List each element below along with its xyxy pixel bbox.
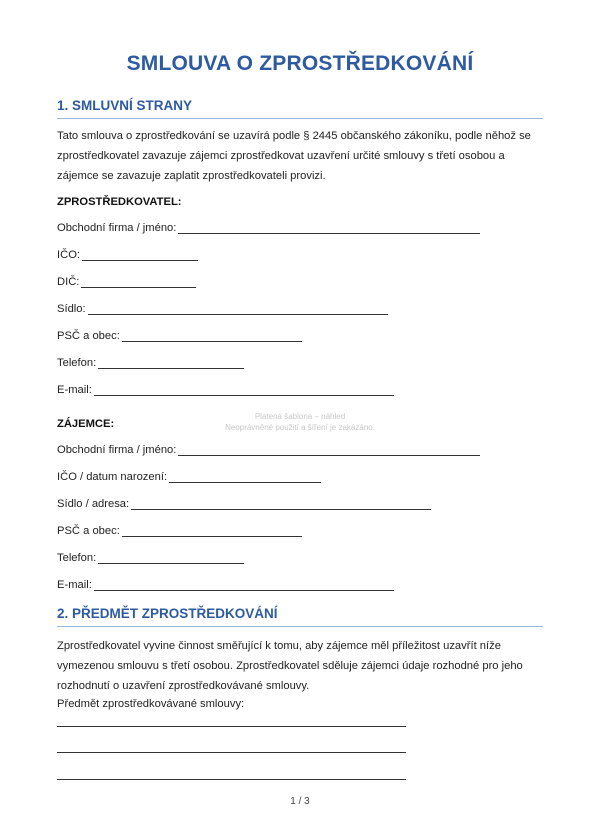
- field-label: E-mail:: [57, 384, 92, 396]
- zprostredkovatel-email-field[interactable]: [57, 384, 394, 396]
- watermark-line: Platená šablona – náhled: [254, 412, 346, 421]
- section-2-divider: [57, 626, 543, 627]
- page-number: 1 / 3: [290, 796, 310, 807]
- field-label: Sídlo:: [57, 303, 86, 315]
- paragraph-line: zprostředkovatel zavazuje zájemci zprostředkovat uzavření určité smlouvy s třetí osobou a: [57, 150, 505, 162]
- field-label: IČO:: [57, 249, 80, 261]
- fill-in-line[interactable]: [94, 579, 394, 591]
- paragraph-line: vymezenou smlouvu s třetí osobou. Zprostředkovatel sděluje zájemci údaje rozhodné pro jeho: [57, 660, 523, 672]
- fill-in-line[interactable]: [178, 222, 480, 234]
- section-2-heading: 2. PŘEDMĚT ZPROSTŘEDKOVÁNÍ: [57, 606, 278, 621]
- field-label: Sídlo / adresa:: [57, 498, 130, 510]
- fill-in-line[interactable]: [169, 471, 321, 483]
- fill-in-line[interactable]: [122, 330, 302, 342]
- predmet-fill-line-3[interactable]: [57, 779, 406, 780]
- fill-in-line[interactable]: [82, 249, 198, 261]
- fill-in-line[interactable]: [81, 276, 196, 288]
- field-label: Telefon:: [57, 552, 97, 564]
- zajemce-email-field[interactable]: [57, 579, 394, 591]
- field-label: Obchodní firma / jméno:: [57, 222, 177, 234]
- zajemce-psc-field[interactable]: [57, 525, 302, 537]
- field-label: PSČ a obec:: [57, 525, 120, 537]
- fill-in-line[interactable]: [94, 384, 394, 396]
- field-label: DIČ:: [57, 276, 80, 288]
- field-label: E-mail:: [57, 579, 92, 591]
- predmet-fill-line-1[interactable]: [57, 726, 406, 727]
- section-1-divider: [57, 118, 543, 119]
- zprostredkovatel-ico-field[interactable]: [57, 249, 198, 261]
- zajemce-firma-field[interactable]: [57, 444, 480, 456]
- paragraph-line: Tato smlouva o zprostředkování se uzavírá podle § 2445 občanského zákoníku, podle něhož se: [57, 130, 531, 142]
- document-title: SMLOUVA O ZPROSTŘEDKOVÁNÍ: [126, 52, 474, 75]
- fill-in-line[interactable]: [178, 444, 480, 456]
- zajemce-ico-field[interactable]: [57, 471, 321, 483]
- field-label: PSČ a obec:: [57, 330, 120, 342]
- zajemce-telefon-field[interactable]: [57, 552, 244, 564]
- zprostredkovatel-sidlo-field[interactable]: [57, 303, 388, 315]
- field-label: Předmět zprostředkovávané smlouvy:: [57, 698, 245, 710]
- field-label: Obchodní firma / jméno:: [57, 444, 177, 456]
- paragraph-line: rozhodnutí o uzavření zprostředkovávané smlouvy.: [57, 680, 310, 692]
- field-label: Telefon:: [57, 357, 97, 369]
- section-1-paragraph: [57, 126, 547, 186]
- zprostredkovatel-psc-field[interactable]: [57, 330, 302, 342]
- zprostredkovatel-firma-field[interactable]: [57, 222, 480, 234]
- watermark-line: Neoprávněné použití a šíření je zakázáno.: [225, 423, 375, 432]
- zprostredkovatel-label: ZPROSTŘEDKOVATEL:: [57, 196, 182, 208]
- paragraph-line: zájemce se zavazuje zaplatit zprostředkovateli provizi.: [57, 170, 326, 182]
- fill-in-line[interactable]: [131, 498, 431, 510]
- fill-in-line[interactable]: [122, 525, 302, 537]
- zajemce-sidlo-field[interactable]: [57, 498, 431, 510]
- field-label: IČO / datum narození:: [57, 471, 168, 483]
- paragraph-line: Zprostředkovatel vyvine činnost směřující k tomu, aby zájemce měl příležitost uzavřít níže: [57, 640, 501, 652]
- section-1-heading: 1. SMLUVNÍ STRANY: [57, 98, 193, 113]
- predmet-label: [57, 698, 244, 710]
- fill-in-line[interactable]: [98, 357, 244, 369]
- predmet-fill-line-2[interactable]: [57, 752, 406, 753]
- zprostredkovatel-dic-field[interactable]: [57, 276, 196, 288]
- fill-in-line[interactable]: [98, 552, 244, 564]
- zprostredkovatel-telefon-field[interactable]: [57, 357, 244, 369]
- section-2-paragraph: [57, 636, 547, 696]
- fill-in-line[interactable]: [88, 303, 388, 315]
- zajemce-label: ZÁJEMCE:: [57, 418, 115, 430]
